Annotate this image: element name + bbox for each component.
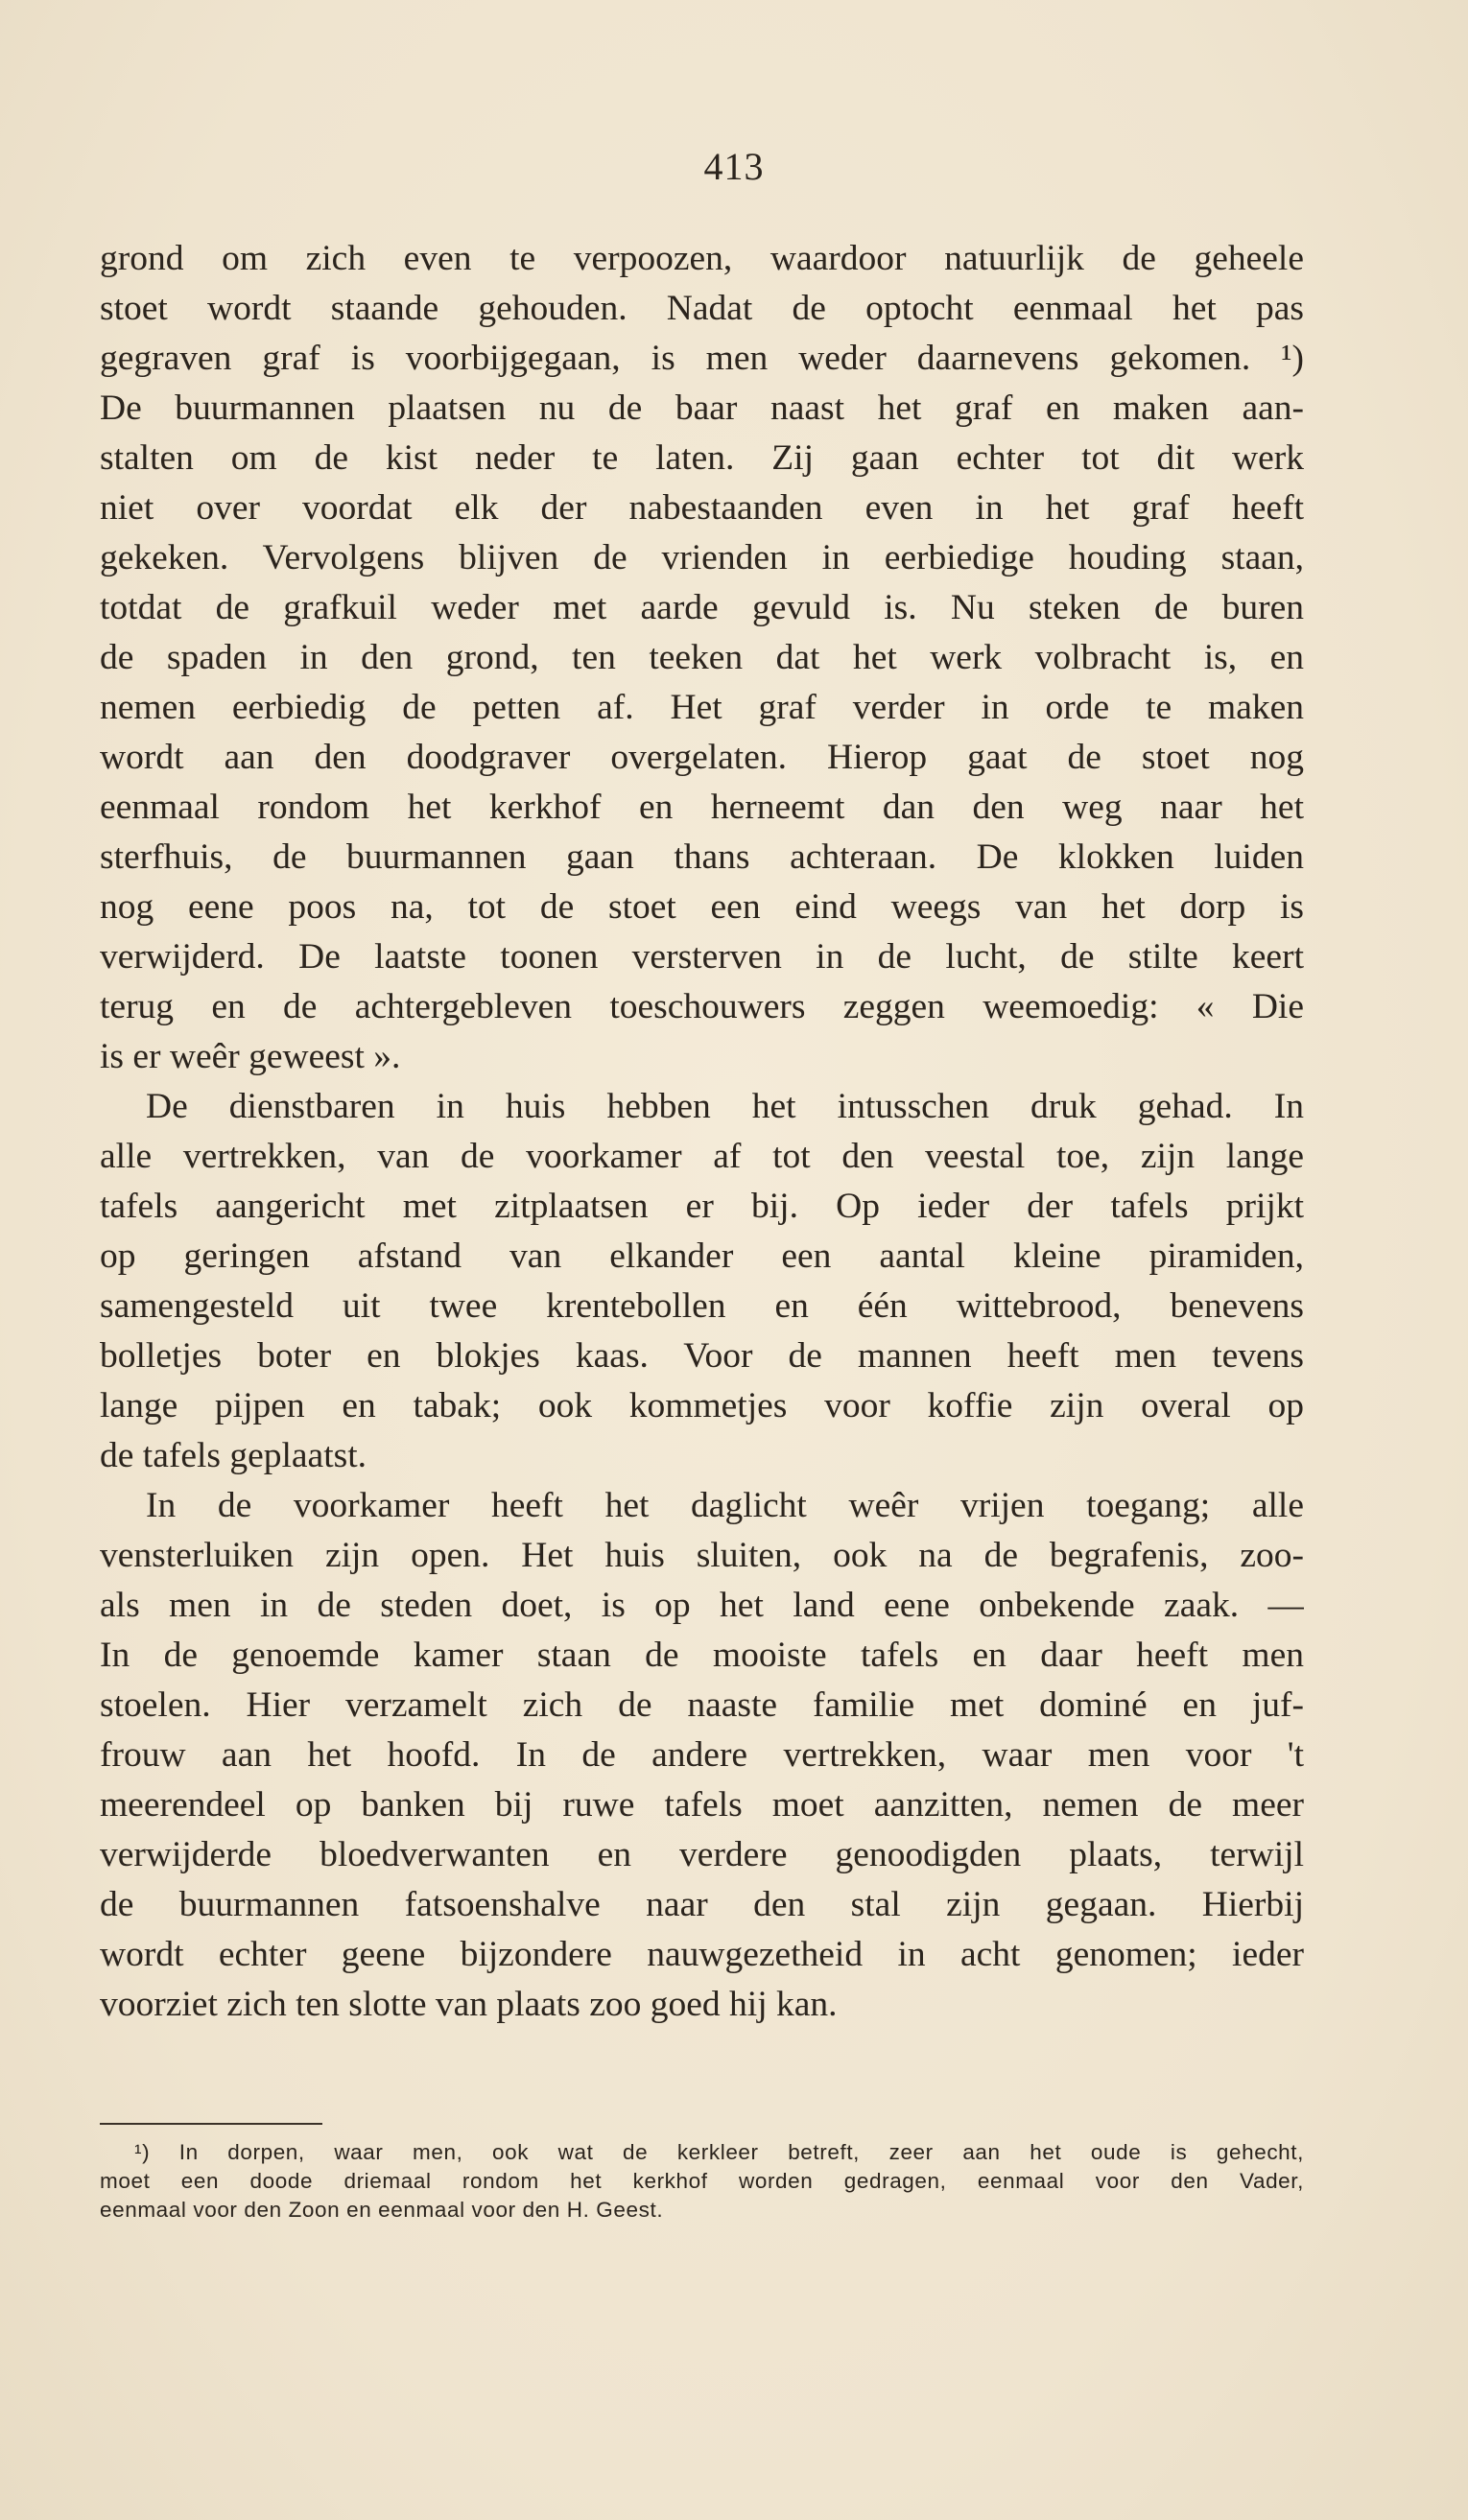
footnote-divider bbox=[100, 2123, 322, 2125]
text-line: als men in de steden doet, is op het land eene onbekende zaak. — bbox=[100, 1586, 1304, 1625]
footnote-line: ¹) In dorpen, waar men, ook wat de kerkleer betreft, zeer aan het oude is gehecht, bbox=[134, 2140, 1304, 2164]
text-line: wordt echter geene bijzondere nauwgezetheid in acht genomen; ieder bbox=[100, 1935, 1304, 1974]
body-text bbox=[100, 234, 1304, 2030]
text-line: op geringen afstand van elkander een aantal kleine piramiden, bbox=[100, 1236, 1304, 1276]
text-line: tafels aangericht met zitplaatsen er bij. Op ieder der tafels prijkt bbox=[100, 1187, 1304, 1226]
text-line: sterfhuis, de buurmannen gaan thans achteraan. De klokken luiden bbox=[100, 837, 1304, 877]
text-line: voorziet zich ten slotte van plaats zoo goed hij kan. bbox=[100, 1985, 838, 2024]
text-line: nog eene poos na, tot de stoet een eind weegs van het dorp is bbox=[100, 887, 1304, 927]
text-line: stoet wordt staande gehouden. Nadat de optocht eenmaal het pas bbox=[100, 289, 1304, 328]
text-line: In de genoemde kamer staan de mooiste tafels en daar heeft men bbox=[100, 1636, 1304, 1675]
footnote-line: eenmaal voor den Zoon en eenmaal voor den H. Geest. bbox=[100, 2198, 664, 2222]
footnote-line: moet een doode driemaal rondom het kerkhof worden gedragen, eenmaal voor den Vader, bbox=[100, 2169, 1304, 2193]
text-line: stalten om de kist neder te laten. Zij gaan echter tot dit werk bbox=[100, 438, 1304, 478]
text-line: De dienstbaren in huis hebben het intusschen druk gehad. In bbox=[146, 1087, 1304, 1126]
text-line: nemen eerbiedig de petten af. Het graf verder in orde te maken bbox=[100, 688, 1304, 727]
text-line: niet over voordat elk der nabestaanden even in het graf heeft bbox=[100, 488, 1304, 528]
text-line: vensterluiken zijn open. Het huis sluiten, ook na de begrafenis, zoo- bbox=[100, 1536, 1304, 1575]
text-line: is er weêr geweest ». bbox=[100, 1037, 401, 1076]
text-line: gegraven graf is voorbijgegaan, is men weder daarnevens gekomen. ¹) bbox=[100, 339, 1304, 378]
text-line: alle vertrekken, van de voorkamer af tot den veestal toe, zijn lange bbox=[100, 1137, 1304, 1176]
text-line: meerendeel op banken bij ruwe tafels moet aanzitten, nemen de meer bbox=[100, 1785, 1304, 1825]
text-line: De buurmannen plaatsen nu de baar naast het graf en maken aan- bbox=[100, 389, 1304, 428]
text-line: In de voorkamer heeft het daglicht weêr vrijen toegang; alle bbox=[146, 1486, 1304, 1525]
text-line: eenmaal rondom het kerkhof en herneemt dan den weg naar het bbox=[100, 788, 1304, 827]
page-number: 413 bbox=[703, 145, 765, 188]
text-line: verwijderde bloedverwanten en verdere genoodigden plaats, terwijl bbox=[100, 1835, 1304, 1874]
text-line: de tafels geplaatst. bbox=[100, 1436, 367, 1475]
text-line: stoelen. Hier verzamelt zich de naaste familie met dominé en juf- bbox=[100, 1685, 1304, 1725]
text-line: terug en de achtergebleven toeschouwers zeggen weemoedig: « Die bbox=[100, 987, 1304, 1026]
text-line: lange pijpen en tabak; ook kommetjes voor koffie zijn overal op bbox=[100, 1386, 1304, 1425]
text-line: samengesteld uit twee krentebollen en één wittebrood, benevens bbox=[100, 1286, 1304, 1326]
text-line: verwijderd. De laatste toonen versterven in de lucht, de stilte keert bbox=[100, 937, 1304, 977]
text-line: frouw aan het hoofd. In de andere vertrekken, waar men voor 't bbox=[100, 1735, 1304, 1775]
text-line: gekeken. Vervolgens blijven de vrienden in eerbiedige houding staan, bbox=[100, 538, 1304, 577]
text-line: de buurmannen fatsoenshalve naar den stal zijn gegaan. Hierbij bbox=[100, 1885, 1304, 1924]
text-line: bolletjes boter en blokjes kaas. Voor de mannen heeft men tevens bbox=[100, 1336, 1304, 1376]
text-line: grond om zich even te verpoozen, waardoor natuurlijk de geheele bbox=[100, 239, 1304, 278]
text-line: de spaden in den grond, ten teeken dat het werk volbracht is, en bbox=[100, 638, 1304, 677]
text-line: totdat de grafkuil weder met aarde gevuld is. Nu steken de buren bbox=[100, 588, 1304, 627]
text-line: wordt aan den doodgraver overgelaten. Hierop gaat de stoet nog bbox=[100, 738, 1304, 777]
footnote bbox=[100, 2138, 1304, 2225]
